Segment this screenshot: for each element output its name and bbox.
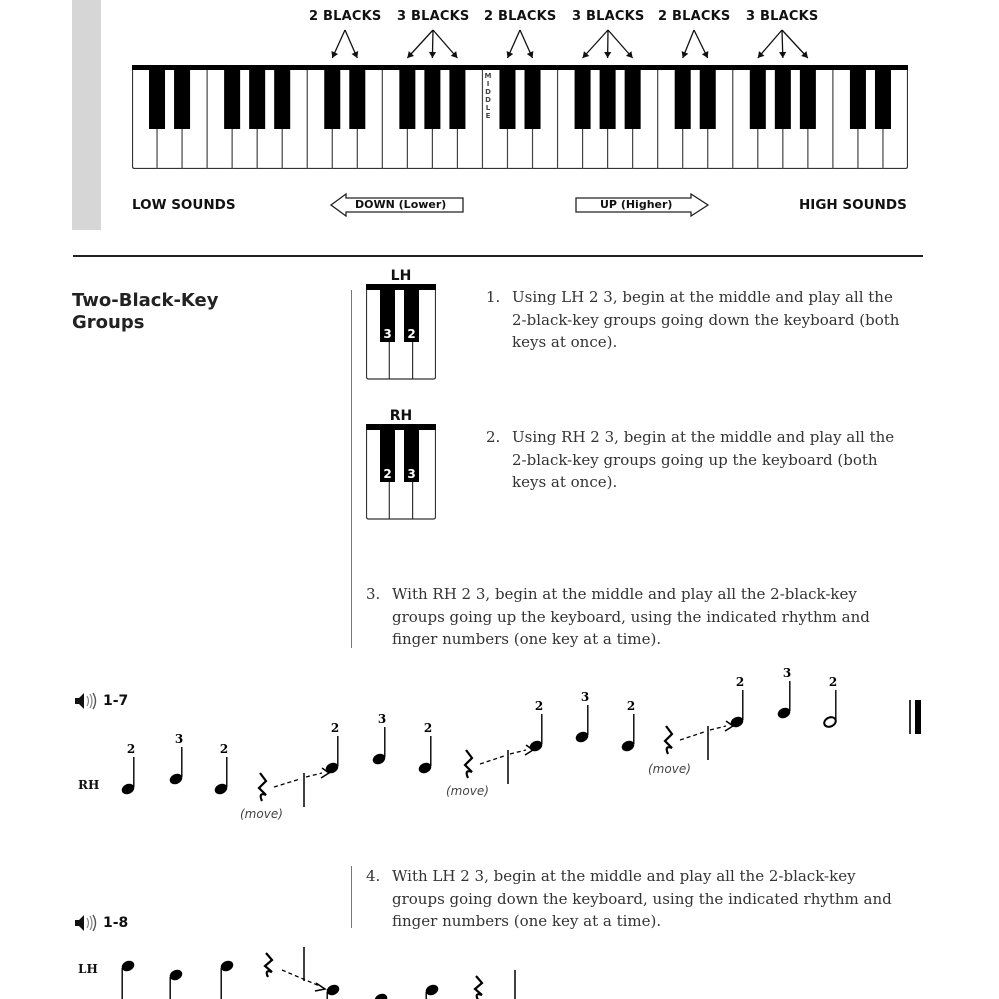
svg-text:3: 3 xyxy=(407,467,416,481)
svg-text:(move): (move) xyxy=(648,762,691,776)
middle-marker: M I D D L E xyxy=(484,72,492,120)
group-label-5: 3 BLACKS xyxy=(746,9,819,24)
down-arrow-label: DOWN (Lower) xyxy=(355,198,447,211)
track-number: 1-8 xyxy=(103,915,129,931)
rh-mini-keyboard xyxy=(366,408,436,524)
rh-rhythm-notation xyxy=(0,660,999,840)
svg-text:3: 3 xyxy=(377,712,387,726)
svg-text:2: 2 xyxy=(126,742,136,756)
instruction-1: 1. Using LH 2 3, begin at the middle and play all the 2-black-key groups going down the keyboard (both keys at once). xyxy=(486,288,900,351)
section-divider xyxy=(73,255,923,257)
section-title-line2: Groups xyxy=(72,312,145,333)
rh-keys xyxy=(366,424,436,520)
group-label-3: 3 BLACKS xyxy=(572,9,645,24)
svg-text:2: 2 xyxy=(423,721,433,735)
lh-hand-label: LH xyxy=(78,962,98,976)
low-sounds-label: LOW SOUNDS xyxy=(132,197,236,213)
svg-text:3: 3 xyxy=(174,732,184,746)
group-label-1: 3 BLACKS xyxy=(397,9,470,24)
svg-text:3: 3 xyxy=(580,690,590,704)
instruction-3: 3. With RH 2 3, begin at the middle and play all the 2-black-key groups going up the keyboard, using the indicated rhythm and finger numbers (one key at a time). xyxy=(366,585,870,648)
rh-hand-label: RH xyxy=(78,778,100,792)
lh-label: LH xyxy=(390,268,412,284)
piano-keyboard xyxy=(132,65,908,169)
svg-text:3: 3 xyxy=(782,666,792,680)
lh-keys xyxy=(366,284,436,380)
down-arrow xyxy=(330,193,465,215)
svg-text:2: 2 xyxy=(828,675,838,689)
instruction-2: 2. Using RH 2 3, begin at the middle and play all the 2-black-key groups going up the keyboard (both keys at once). xyxy=(486,428,895,491)
high-sounds-label: HIGH SOUNDS xyxy=(799,197,907,213)
speaker-icon xyxy=(73,914,101,932)
column-divider xyxy=(351,290,352,648)
rh-label: RH xyxy=(389,408,413,424)
group-label-4: 2 BLACKS xyxy=(658,9,731,24)
section-title xyxy=(72,290,219,334)
svg-text:2: 2 xyxy=(626,699,636,713)
svg-text:2: 2 xyxy=(407,327,416,341)
svg-text:2: 2 xyxy=(735,675,745,689)
track-number: 1-7 xyxy=(103,693,129,709)
group-label-2: 2 BLACKS xyxy=(484,9,557,24)
column-divider-2 xyxy=(351,866,352,928)
up-arrow-label: UP (Higher) xyxy=(600,198,673,211)
svg-text:3: 3 xyxy=(383,327,392,341)
svg-text:2: 2 xyxy=(330,721,340,735)
svg-text:(move): (move) xyxy=(446,784,489,798)
svg-text:(move): (move) xyxy=(240,807,283,821)
group-label-0: 2 BLACKS xyxy=(309,9,382,24)
audio-track-1-8[interactable] xyxy=(73,914,128,932)
group-arrows xyxy=(0,0,999,70)
instruction-4: 4. With LH 2 3, begin at the middle and play all the 2-black-key groups going down the keyboard, using the indicated rhythm and finger numbers (one key at a time). xyxy=(366,867,892,930)
lh-mini-keyboard xyxy=(366,268,436,384)
lh-rhythm-notation xyxy=(0,940,999,999)
section-title-line1: Two-Black-Key xyxy=(72,290,219,311)
svg-text:2: 2 xyxy=(383,467,392,481)
up-arrow xyxy=(575,193,710,215)
svg-text:2: 2 xyxy=(219,742,229,756)
svg-text:2: 2 xyxy=(534,699,544,713)
